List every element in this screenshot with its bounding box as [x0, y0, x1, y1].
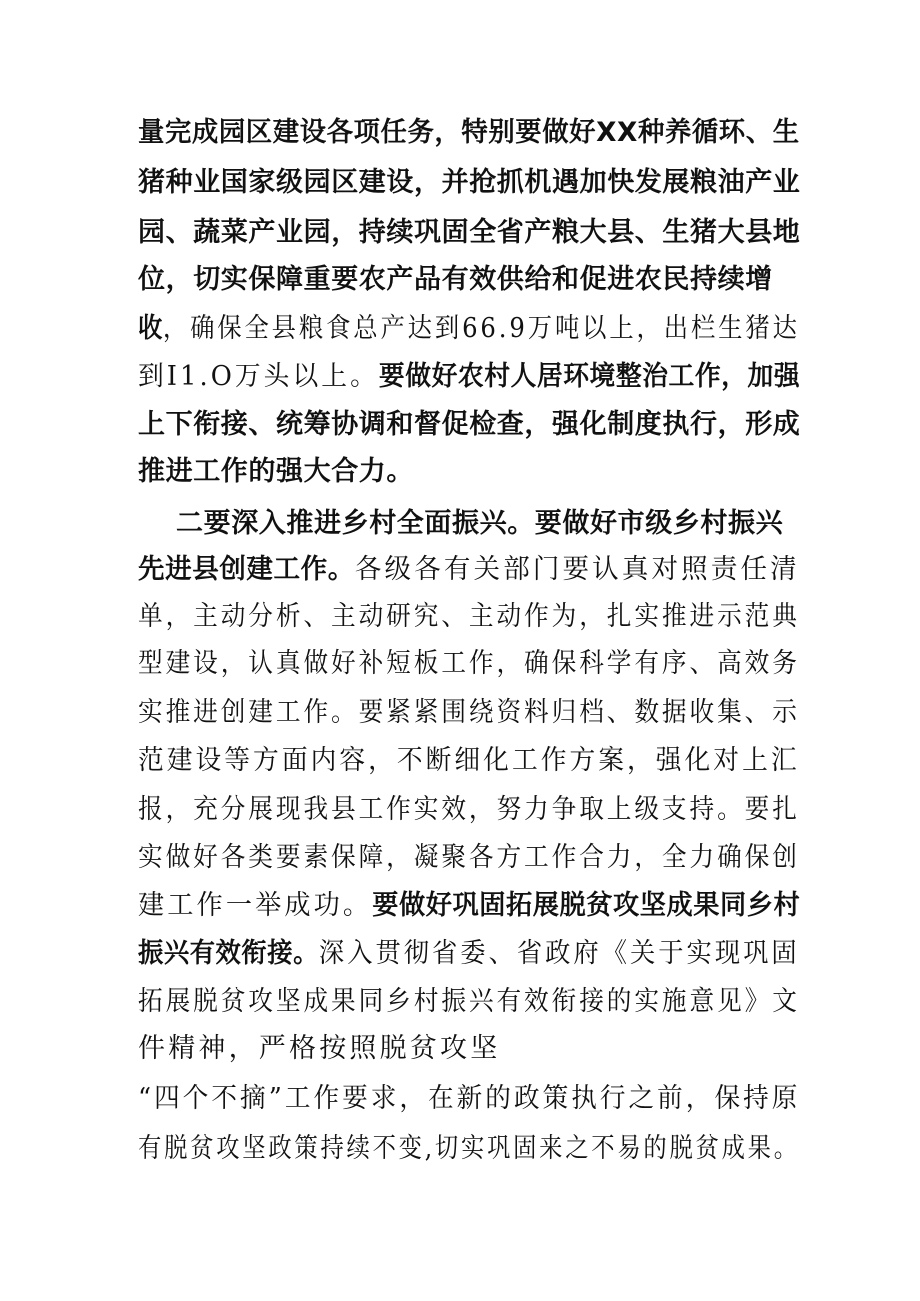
line-11: [138, 596, 800, 636]
text-run: 到I1.O万头以上。: [138, 361, 379, 392]
text-run: 振兴有效衔接。: [138, 938, 319, 969]
text-run: ，确保全县粮食总产达到66.9万吨以上，出栏生猪达: [162, 313, 800, 344]
line-19: [138, 981, 800, 1021]
text-run: 报，充分展现我县工作实效，努力争取上级支持。要扎: [138, 794, 800, 825]
line-20: [138, 1028, 500, 1068]
text-run: 型建设，认真做好补短板工作，确保科学有序、高效务: [138, 648, 800, 679]
text-run: 猪种业国家级园区建设，并抢抓机遇加快发展粮油产业: [138, 167, 801, 198]
text-run: 建工作一举成功。: [138, 890, 373, 921]
text-run: 拓展脱贫攻坚成果同乡村振兴有效衔接的实施意见》文: [138, 986, 800, 1017]
text-run: 要做好巩固拓展脱贫攻坚成果同乡村: [372, 890, 801, 921]
line-2: [138, 162, 800, 202]
text-run: 量完成园区建设各项任务，特别要做好XX种养循环、生: [138, 117, 800, 148]
text-run: 范建设等方面内容，不断细化工作方案，强化对上汇: [138, 745, 800, 776]
text-run: 先进县创建工作。: [138, 554, 355, 585]
line-18: [138, 933, 800, 973]
text-run: 有脱贫攻坚政策持续不变,切实巩固来之不易的脱贫成果。: [138, 1133, 800, 1164]
text-run: 实做好各类要素保障，凝聚各方工作合力，全力确保创: [138, 842, 800, 873]
text-run: “四个不摘”工作要求，在新的政策执行之前，保持原: [138, 1083, 801, 1114]
line-7: [138, 404, 800, 444]
line-22: [138, 1128, 800, 1168]
line-10: [138, 549, 800, 589]
line-5: [138, 308, 800, 348]
line-21: [138, 1078, 800, 1118]
line-3: [138, 212, 800, 252]
text-run: 二要深入推进乡村全面振兴。要做好市级乡村振兴: [176, 508, 784, 539]
line-9: [176, 503, 783, 543]
line-4: [138, 259, 773, 299]
line-14: [138, 740, 800, 780]
text-run: 位，切实保障重要农产品有效供给和促进农民持续增: [138, 264, 773, 295]
text-run: 各级各有关部门要认真对照责任清: [354, 554, 800, 585]
line-17: [138, 885, 800, 925]
line-16: [138, 837, 800, 877]
text-run: 件精神，严格按照脱贫攻坚: [138, 1033, 501, 1064]
text-run: 要做好农村人居环境整治工作，加强: [378, 361, 801, 392]
text-run: 上下衔接、统筹协调和督促检查，强化制度执行，形成: [138, 409, 801, 440]
text-run: 推进工作的强大合力。: [138, 456, 414, 487]
line-8: [138, 451, 414, 491]
line-12: [138, 643, 800, 683]
line-6: [138, 356, 800, 396]
text-run: 单，主动分析、主动研究、主动作为，扎实推进示范典: [138, 601, 800, 632]
text-run: 实推进创建工作。要紧紧围绕资料归档、数据收集、示: [138, 697, 800, 728]
line-1: [138, 112, 800, 152]
line-13: [138, 692, 800, 732]
text-run: 深入贯彻省委、省政府《关于实现巩固: [318, 938, 800, 969]
text-run: 收: [138, 313, 163, 344]
text-run: 园、蔬菜产业园，持续巩固全省产粮大县、生猪大县地: [138, 217, 801, 248]
line-15: [138, 789, 800, 829]
